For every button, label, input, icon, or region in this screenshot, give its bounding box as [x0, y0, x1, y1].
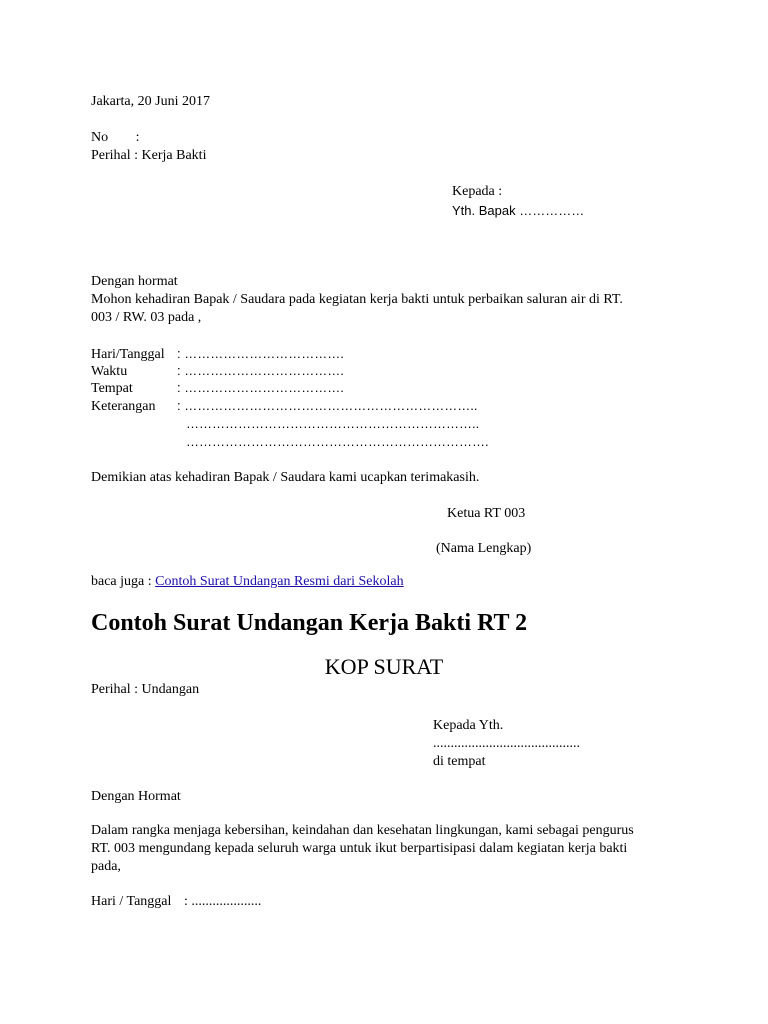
body-line: RT. 003 mengundang kepada seluruh warga untuk ikut berpartisipasi dalam kegiatan kerja bakti — [91, 841, 628, 856]
field-label: Hari / Tanggal — [91, 894, 172, 909]
recipient-place: di tempat — [433, 754, 486, 769]
field-label: Hari/Tanggal — [91, 347, 165, 362]
recipient-label: Kepada Yth. — [433, 718, 504, 733]
field-value: : ………………………………………………………….. — [177, 398, 478, 413]
number-colon: : — [135, 130, 140, 145]
section-heading: Contoh Surat Undangan Kerja Bakti RT 2 — [91, 610, 528, 636]
field-value: : ………………………………. — [177, 346, 344, 361]
letter-date: Jakarta, 20 Juni 2017 — [91, 94, 210, 109]
letterhead-title: KOP SURAT — [324, 654, 444, 679]
read-also — [91, 573, 404, 591]
notes-dots: ……………………………………………………………. — [186, 434, 489, 449]
salutation: Dengan hormat — [91, 274, 178, 289]
field-row-place — [91, 379, 344, 398]
field-value: : ………………………………. — [177, 380, 344, 395]
field-value: : .................... — [184, 894, 262, 909]
body-line: pada, — [91, 859, 121, 874]
closing-line: Demikian atas kehadiran Bapak / Saudara kami ucapkan terimakasih. — [91, 470, 480, 485]
number-label: No — [91, 130, 109, 145]
recipient-name: Yth. Bapak …………… — [452, 203, 585, 218]
signer-title: Ketua RT 003 — [447, 506, 526, 521]
body-line: 003 / RW. 03 pada , — [91, 310, 202, 325]
letter-number — [91, 129, 140, 147]
notes-dots: ………………………………………………………….. — [186, 416, 480, 431]
field-value: : ………………………………. — [177, 363, 344, 378]
field-label: Waktu — [91, 364, 128, 379]
read-also-link[interactable]: Contoh Surat Undangan Resmi dari Sekolah — [155, 574, 404, 589]
field-label: Tempat — [91, 381, 133, 396]
recipient-label: Kepada : — [452, 184, 503, 199]
field-label: Keterangan — [91, 399, 156, 414]
signer-name: (Nama Lengkap) — [436, 541, 532, 556]
letter-subject: Perihal : Undangan — [91, 682, 200, 697]
read-also-prefix: baca juga : — [91, 574, 152, 589]
body-line: Mohon kehadiran Bapak / Saudara pada kegiatan kerja bakti untuk perbaikan saluran air di RT. — [91, 292, 623, 307]
recipient-dots: .......................................... — [433, 736, 580, 751]
field-row-notes — [91, 397, 477, 416]
body-line: Dalam rangka menjaga kebersihan, keindahan dan kesehatan lingkungan, kami sebagai pengurus — [91, 823, 634, 838]
letter-subject: Perihal : Kerja Bakti — [91, 148, 207, 163]
salutation: Dengan Hormat — [91, 789, 181, 804]
field-row-date — [91, 893, 261, 911]
